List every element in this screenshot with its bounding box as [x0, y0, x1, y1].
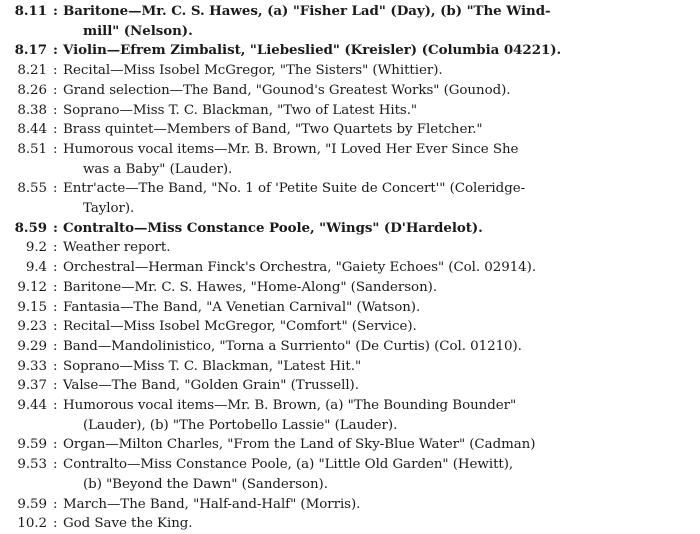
- entry-description: Contralto—Miss Constance Poole, (a) "Little Old Garden" (Hewitt),: [63, 457, 514, 473]
- programme-entry: [0, 258, 700, 278]
- time-separator: :: [53, 279, 58, 295]
- entry-time: 8.21: [17, 63, 47, 79]
- time-separator: :: [53, 181, 58, 197]
- programme-entry: [0, 61, 700, 81]
- programme-entry: [0, 298, 700, 318]
- time-separator: :: [53, 516, 58, 532]
- entry-time: 9.15: [17, 299, 47, 315]
- entry-description: March—The Band, "Half-and-Half" (Morris).: [63, 496, 361, 512]
- entry-time: 9.53: [17, 457, 47, 473]
- time-separator: :: [53, 102, 58, 118]
- programme-entry: [0, 435, 700, 455]
- programme-entry: [0, 495, 700, 515]
- time-separator: :: [53, 219, 58, 236]
- entry-time: 9.59: [17, 496, 47, 512]
- entry-time: 9.33: [17, 358, 47, 374]
- programme-entry-continuation: [0, 475, 700, 495]
- time-separator: :: [53, 63, 58, 79]
- entry-time: 8.55: [17, 181, 47, 197]
- programme-entry: [0, 455, 700, 475]
- time-separator: :: [53, 496, 58, 512]
- time-separator: :: [53, 260, 58, 276]
- time-separator: :: [53, 378, 58, 394]
- time-separator: :: [53, 240, 58, 256]
- programme-entry: [0, 317, 700, 337]
- entry-description: was a Baby" (Lauder).: [83, 161, 233, 177]
- time-separator: :: [53, 82, 58, 98]
- entry-description: Weather report.: [63, 240, 171, 256]
- time-separator: :: [53, 338, 58, 354]
- programme-entry: [0, 376, 700, 396]
- programme-entry: [0, 238, 700, 258]
- entry-time: 10.2: [17, 516, 47, 532]
- entry-description: Violin—Efrem Zimbalist, "Liebeslied" (Kreisler) (Columbia 04221).: [63, 42, 562, 59]
- entry-time: 8.17: [14, 42, 47, 59]
- entry-time: 8.11: [14, 3, 47, 19]
- entry-time: 9.29: [17, 338, 47, 354]
- entry-description: Humorous vocal items—Mr. B. Brown, "I Loved Her Ever Since She: [63, 141, 519, 157]
- programme-entry: [0, 219, 700, 239]
- programme-entry: [0, 101, 700, 121]
- programme-entry-continuation: [0, 22, 700, 42]
- entry-time: 9.2: [25, 240, 47, 256]
- entry-time: 9.12: [17, 279, 47, 295]
- programme-entry: [0, 140, 700, 160]
- entry-description: (Lauder), (b) "The Portobello Lassie" (Lauder).: [83, 417, 398, 433]
- entry-description: Organ—Milton Charles, "From the Land of Sky-Blue Water" (Cadman): [63, 437, 536, 453]
- entry-description: Humorous vocal items—Mr. B. Brown, (a) "The Bounding Bounder": [63, 398, 517, 414]
- time-separator: :: [53, 358, 58, 374]
- programme-entry: [0, 337, 700, 357]
- entry-time: 9.59: [17, 437, 47, 453]
- entry-time: 8.44: [17, 122, 47, 138]
- radio-programme-listing: [0, 2, 700, 534]
- time-separator: :: [53, 437, 58, 453]
- entry-time: 9.23: [17, 319, 47, 335]
- entry-time: 9.4: [25, 260, 47, 276]
- time-separator: :: [53, 319, 58, 335]
- entry-description: Orchestral—Herman Finck's Orchestra, "Gaiety Echoes" (Col. 02914).: [63, 260, 537, 276]
- entry-description: Band—Mandolinistico, "Torna a Surriento" (De Curtis) (Col. 01210).: [63, 338, 522, 354]
- entry-description: Baritone—Mr. C. S. Hawes, "Home-Along" (Sanderson).: [63, 279, 438, 295]
- programme-entry: [0, 41, 700, 61]
- time-separator: :: [53, 3, 58, 19]
- entry-description: Fantasia—The Band, "A Venetian Carnival" (Watson).: [63, 299, 421, 315]
- entry-time: 8.38: [17, 102, 47, 118]
- programme-entry-continuation: [0, 160, 700, 180]
- entry-description: Recital—Miss Isobel McGregor, "Comfort" (Service).: [63, 319, 417, 335]
- entry-time: 8.51: [17, 141, 47, 157]
- programme-entry: [0, 278, 700, 298]
- time-separator: :: [53, 398, 58, 414]
- entry-time: 9.37: [17, 378, 47, 394]
- entry-description: mill" (Nelson).: [83, 22, 193, 39]
- entry-description: Baritone—Mr. C. S. Hawes, (a) "Fisher Lad" (Day), (b) "The Wind-: [63, 3, 551, 19]
- time-separator: :: [53, 299, 58, 315]
- entry-description: God Save the King.: [63, 516, 193, 532]
- entry-time: 9.44: [17, 398, 47, 414]
- time-separator: :: [53, 122, 58, 138]
- programme-entry-continuation: [0, 416, 700, 436]
- programme-entry: [0, 357, 700, 377]
- entry-description: Soprano—Miss T. C. Blackman, "Latest Hit.": [63, 358, 362, 374]
- programme-entry: [0, 2, 700, 22]
- programme-entry: [0, 81, 700, 101]
- time-separator: :: [53, 141, 58, 157]
- entry-description: Valse—The Band, "Golden Grain" (Trussell).: [63, 378, 359, 394]
- entry-description: (b) "Beyond the Dawn" (Sanderson).: [83, 476, 328, 492]
- entry-description: Grand selection—The Band, "Gounod's Greatest Works" (Gounod).: [63, 82, 511, 98]
- entry-description: Brass quintet—Members of Band, "Two Quartets by Fletcher.": [63, 122, 483, 138]
- entry-description: Taylor).: [83, 201, 135, 217]
- programme-entry: [0, 120, 700, 140]
- programme-entry-continuation: [0, 199, 700, 219]
- entry-time: 8.59: [14, 219, 47, 236]
- entry-time: 8.26: [17, 82, 47, 98]
- entry-description: Entr'acte—The Band, "No. 1 of 'Petite Suite de Concert'" (Coleridge-: [63, 181, 526, 197]
- time-separator: :: [53, 457, 58, 473]
- programme-entry: [0, 514, 700, 534]
- entry-description: Contralto—Miss Constance Poole, "Wings" (D'Hardelot).: [63, 219, 483, 236]
- entry-description: Soprano—Miss T. C. Blackman, "Two of Latest Hits.": [63, 102, 418, 118]
- time-separator: :: [53, 42, 58, 59]
- programme-entry: [0, 396, 700, 416]
- programme-entry: [0, 179, 700, 199]
- entry-description: Recital—Miss Isobel McGregor, "The Sisters" (Whittier).: [63, 63, 443, 79]
